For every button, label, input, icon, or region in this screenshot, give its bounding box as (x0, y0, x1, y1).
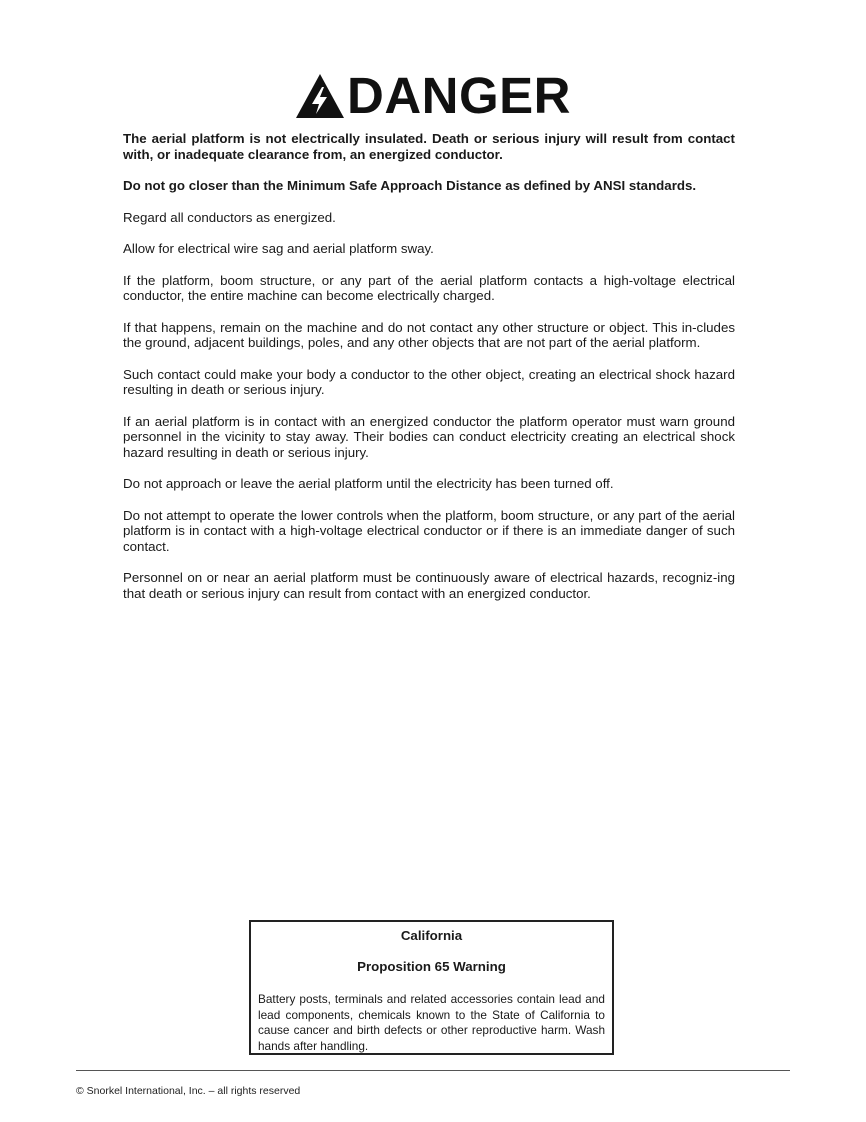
paragraph: Personnel on or near an aerial platform must be continuously aware of electrical hazards, recogniz-ing that death or serious injury can result from contact with an energized conductor. (123, 570, 735, 601)
paragraph: Allow for electrical wire sag and aerial platform sway. (123, 241, 434, 256)
paragraph: If that happens, remain on the machine and do not contact any other structure or object. This in-cludes the ground, adjacent buildings, poles, and any other objects that are not part of the aerial platform. (123, 319, 735, 350)
warning-triangle-lightning-icon (295, 73, 345, 119)
prop65-warning-box (249, 920, 614, 1055)
paragraph: If the platform, boom structure, or any part of the aerial platform contacts a high-voltage electrical conductor, the entire machine can become electrically charged. (123, 272, 735, 303)
paragraph: Do not attempt to operate the lower controls when the platform, boom structure, or any part of the aerial platform is in contact with a high-voltage electrical conductor or if there is an immediate danger of such contact. (123, 507, 735, 554)
paragraph: Do not approach or leave the aerial platform until the electricity has been turned off. (123, 476, 614, 491)
paragraph: The aerial platform is not electrically insulated. Death or serious injury will result from contact with, or inadequate clearance from, an energized conductor. (123, 131, 735, 162)
prop65-subtitle: Proposition 65 Warning (357, 959, 506, 974)
danger-header (0, 66, 866, 124)
danger-heading (295, 66, 571, 124)
paragraph: If an aerial platform is in contact with an energized conductor the platform operator must warn ground personnel in the vicinity to stay away. Their bodies can conduct electricity creating an electrical shock hazard resulting in death or serious injury. (123, 413, 735, 460)
prop65-body: Battery posts, terminals and related accessories contain lead and lead components, chemicals known to the State of California to cause cancer and birth defects or other reproductive harm. Wash hands after handling. (258, 992, 605, 1053)
danger-title: DANGER (346, 66, 571, 124)
prop65-title: California (400, 928, 463, 943)
paragraph: Regard all conductors as energized. (123, 209, 336, 225)
paragraph: Do not go closer than the Minimum Safe Approach Distance as defined by ANSI standards. (123, 178, 697, 193)
warning-body (123, 131, 735, 617)
copyright-text: © Snorkel International, Inc. – all rights reserved (76, 1085, 301, 1097)
footer-divider (76, 1070, 790, 1071)
paragraph: Such contact could make your body a conductor to the other object, creating an electrical shock hazard resulting in death or serious injury. (123, 366, 735, 397)
